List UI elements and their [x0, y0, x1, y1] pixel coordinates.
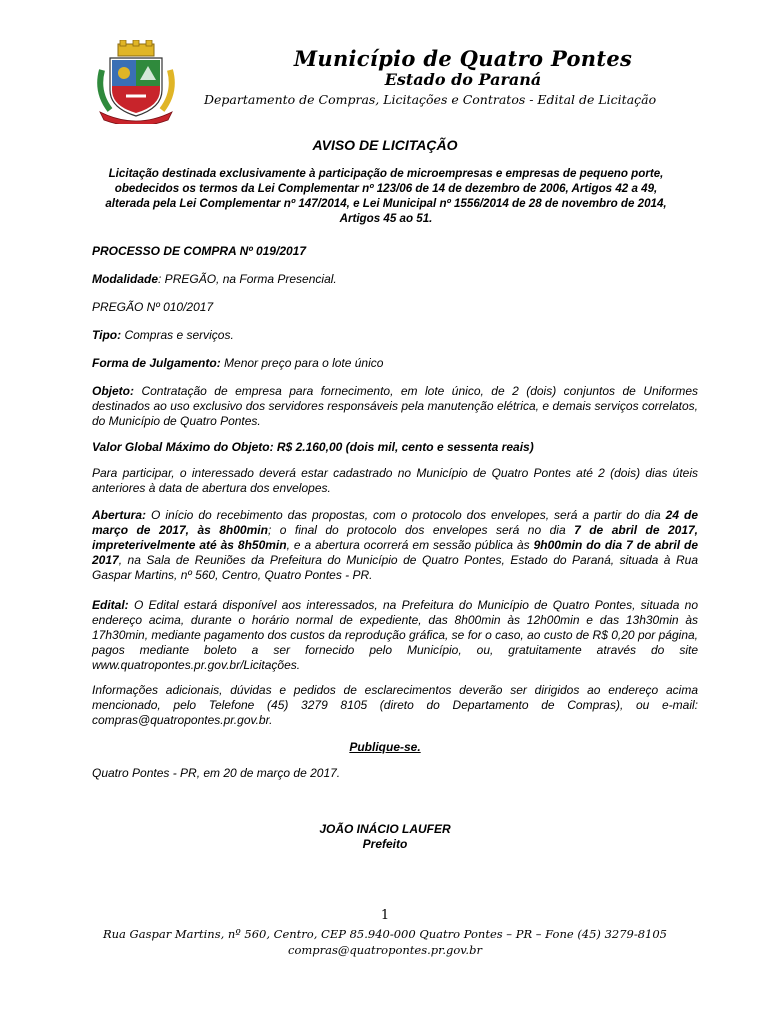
footer-address: Rua Gaspar Martins, nº 560, Centro, CEP 85.940-000 Quatro Pontes – PR – Fone (45) 3279-8105: [102, 927, 667, 941]
modalidade-line: [92, 272, 698, 287]
edital-paragraph: [92, 598, 698, 673]
tipo-line: [92, 328, 698, 343]
julgamento-line: [92, 356, 698, 371]
intro-paragraph: Licitação destinada exclusivamente à participação de microempresas e empresas de pequeno porte, obedecidos os termos da Lei Complementar nº 123/06 de 14 de dezembro de 2006, Artigos 42 a 49, alterada pela Lei Complementar nº 147/2014, e Lei Municipal nº 1556/2014 de 28 de novembro de 2014, Artigos 45 ao 51.: [105, 167, 667, 225]
header-department: Departamento de Compras, Licitações e Contratos - Edital de Licitação: [204, 92, 657, 107]
abertura-start-date: 24 de março de 2017, às 8h00min: [92, 508, 699, 537]
abertura-label: Abertura:: [92, 508, 147, 522]
signer-role: Prefeito: [362, 837, 408, 851]
signer-name: JOÃO INÁCIO LAUFER: [319, 822, 451, 836]
tipo-label: Tipo:: [92, 328, 122, 342]
page-number: 1: [380, 908, 390, 923]
objeto-value: Contratação de empresa para fornecimento, em lote único, de 2 (dois) conjuntos de Uniformes destinados ao uso exclusivo dos servidores responsáveis pela manutenção elétrica, e demais serviços correlatos, do Município de Quatro Pontes.: [92, 384, 698, 428]
abertura-end-date: 7 de abril de 2017, impreterivelmente até às 8h50min: [92, 523, 699, 552]
julgamento-label: Forma de Julgamento:: [92, 356, 221, 370]
date-line: Quatro Pontes - PR, em 20 de março de 2017.: [92, 766, 341, 780]
objeto-paragraph: [92, 384, 698, 429]
modalidade-value: : PREGÃO, na Forma Presencial.: [158, 272, 337, 286]
process-number: PROCESSO DE COMPRA Nº 019/2017: [92, 244, 307, 258]
edital-value: O Edital estará disponível aos interessados, na Prefeitura do Município de Quatro Pontes, situada no endereço acima, durante o horário normal de expediente, das 8h00min às 12h00min e das 13h30min às 17h30min, mediante pagamento dos custos da reprodução gráfica, se for o caso, ao custo de R$ 0,20 por página, pagos mediante boleto a ser fornecido pelo Município, ou, gratuitamente através do site www.quatropontes.pr.gov.br/Licitações.: [92, 598, 698, 672]
publique-se: Publique-se.: [349, 740, 421, 754]
tipo-value: Compras e serviços.: [121, 328, 234, 342]
header-title: Município de Quatro Pontes: [293, 46, 633, 71]
abertura-text-2: ; o final do protocolo dos envelopes será no dia: [267, 523, 575, 537]
footer-email: compras@quatropontes.pr.gov.br: [288, 943, 482, 957]
objeto-label: Objeto:: [92, 384, 134, 398]
header-state: Estado do Paraná: [384, 70, 542, 89]
participar-paragraph: Para participar, o interessado deverá estar cadastrado no Município de Quatro Pontes até 2 (dois) dias úteis anteriores à data de abertura dos envelopes.: [92, 466, 698, 495]
municipal-crest-icon: [96, 40, 176, 124]
info-paragraph: Informações adicionais, dúvidas e pedidos de esclarecimentos deverão ser dirigidos ao endereço acima mencionado, pelo Telefone (45) 3279 8105 (direto do Departamento de Compras), ou e-mail: compras@quatropontes.pr.gov.br.: [92, 683, 698, 727]
valor-global: Valor Global Máximo do Objeto: R$ 2.160,00 (dois mil, cento e sessenta reais): [92, 440, 534, 454]
julgamento-value: Menor preço para o lote único: [220, 356, 384, 370]
modalidade-label: Modalidade: [92, 272, 159, 286]
edital-label: Edital:: [92, 598, 129, 612]
abertura-paragraph: [92, 508, 698, 583]
abertura-text-4: , na Sala de Reuniões da Prefeitura do Município de Quatro Pontes, Estado do Paraná, situada à Rua Gaspar Martins, nº 560, Centro, Quatro Pontes - PR.: [92, 553, 698, 582]
abertura-session-date: 9h00min do dia 7 de abril de 2017: [92, 538, 698, 567]
abertura-text-3: , e a abertura ocorrerá em sessão pública às: [286, 538, 534, 552]
abertura-text-1: O início do recebimento das propostas, com o protocolo dos envelopes, será a partir do dia: [146, 508, 666, 522]
document-title: AVISO DE LICITAÇÃO: [312, 137, 458, 153]
pregao-number: PREGÃO Nº 010/2017: [92, 300, 214, 314]
